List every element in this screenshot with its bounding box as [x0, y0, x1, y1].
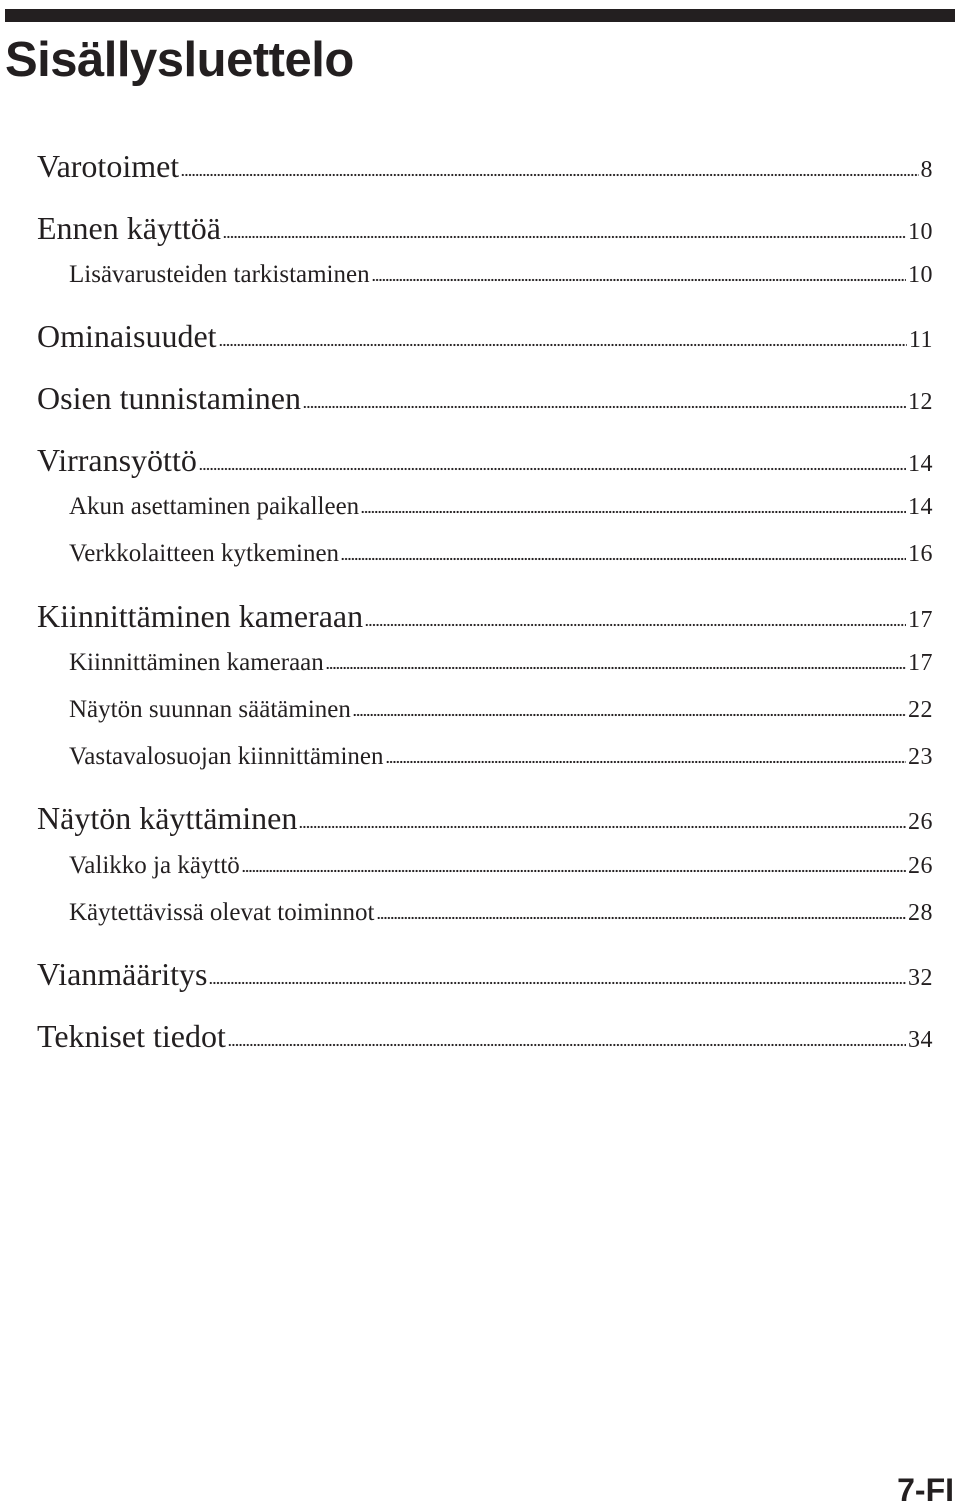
- toc-entry-label: Valikko ja käyttö: [69, 852, 240, 879]
- dot-leader: [326, 666, 906, 670]
- toc-entry[interactable]: [37, 316, 933, 356]
- toc-subentry[interactable]: [69, 491, 933, 523]
- page-title: Sisällysluettelo: [5, 33, 354, 87]
- toc-entry-page: 16: [908, 541, 933, 567]
- dot-leader: [372, 278, 906, 282]
- toc-entry-label: Akun asettaminen paikalleen: [69, 493, 360, 520]
- toc-subentry[interactable]: [69, 741, 933, 773]
- toc-entry-page: 22: [908, 697, 933, 723]
- toc-entry-page: 12: [908, 389, 933, 415]
- dot-leader: [353, 713, 906, 717]
- toc-entry-label: Ennen käyttöä: [37, 210, 221, 246]
- toc-entry[interactable]: [37, 596, 933, 636]
- toc-subentry[interactable]: [69, 897, 933, 929]
- toc-entry-label: Näytön käyttäminen: [37, 800, 298, 836]
- toc-entry-page: 23: [908, 744, 933, 770]
- toc-subentry[interactable]: [69, 647, 933, 679]
- toc-entry-label: Käytettävissä olevat toiminnot: [69, 899, 375, 926]
- toc-entry-label: Vianmääritys: [37, 956, 208, 992]
- toc-entry-label: Ominaisuudet: [37, 318, 217, 354]
- toc-entry-page: 11: [908, 327, 933, 353]
- dot-leader: [228, 1043, 906, 1047]
- toc-entry-page: 17: [908, 650, 933, 676]
- toc-entry[interactable]: [37, 1016, 933, 1056]
- dot-leader: [299, 825, 906, 829]
- toc-entry-page: 10: [908, 219, 933, 245]
- toc-entry-label: Kiinnittäminen kameraan: [37, 598, 364, 634]
- dot-leader: [377, 916, 907, 920]
- toc-entry-label: Näytön suunnan säätäminen: [69, 696, 351, 723]
- toc-entry-label: Kiinnittäminen kameraan: [69, 649, 324, 676]
- toc-entry-page: 10: [908, 262, 933, 288]
- dot-leader: [386, 760, 906, 764]
- dot-leader: [209, 981, 906, 985]
- toc-entry[interactable]: [37, 798, 933, 838]
- toc-entry[interactable]: [37, 378, 933, 418]
- toc-entry-page: 17: [908, 607, 933, 633]
- toc-entry-page: 34: [908, 1027, 933, 1053]
- toc-entry-page: 14: [908, 494, 933, 520]
- toc-entry[interactable]: [37, 146, 933, 186]
- toc-entry-label: Varotoimet: [37, 148, 180, 184]
- dot-leader: [199, 467, 906, 471]
- dot-leader: [303, 405, 906, 409]
- toc-entry[interactable]: [37, 208, 933, 248]
- toc-subentry[interactable]: [69, 259, 933, 291]
- toc-entry-page: 28: [908, 900, 933, 926]
- dot-leader: [181, 173, 918, 177]
- toc-subentry[interactable]: [69, 538, 933, 570]
- toc-entry-label: Vastavalosuojan kiinnittäminen: [69, 743, 384, 770]
- dot-leader: [242, 869, 906, 873]
- toc-entry-page: 26: [908, 809, 933, 835]
- table-of-contents: [37, 0, 933, 1100]
- dot-leader: [341, 557, 906, 561]
- toc-entry-label: Lisävarusteiden tarkistaminen: [69, 261, 370, 288]
- page-number: 7-FI: [897, 1472, 954, 1508]
- toc-entry[interactable]: [37, 954, 933, 994]
- toc-entry-page: 26: [908, 853, 933, 879]
- toc-entry-label: Tekniset tiedot: [37, 1018, 226, 1054]
- dot-leader: [219, 343, 907, 347]
- dot-leader: [361, 510, 906, 514]
- toc-entry-page: 32: [908, 965, 933, 991]
- toc-entry-label: Osien tunnistaminen: [37, 380, 301, 416]
- dot-leader: [365, 623, 906, 627]
- toc-entry-page: 8: [920, 157, 933, 183]
- toc-subentry[interactable]: [69, 850, 933, 882]
- toc-subentry[interactable]: [69, 694, 933, 726]
- toc-entry[interactable]: [37, 440, 933, 480]
- toc-entry-label: Verkkolaitteen kytkeminen: [69, 540, 340, 567]
- dot-leader: [223, 235, 906, 239]
- toc-entry-page: 14: [908, 451, 933, 477]
- toc-entry-label: Virransyöttö: [37, 442, 197, 478]
